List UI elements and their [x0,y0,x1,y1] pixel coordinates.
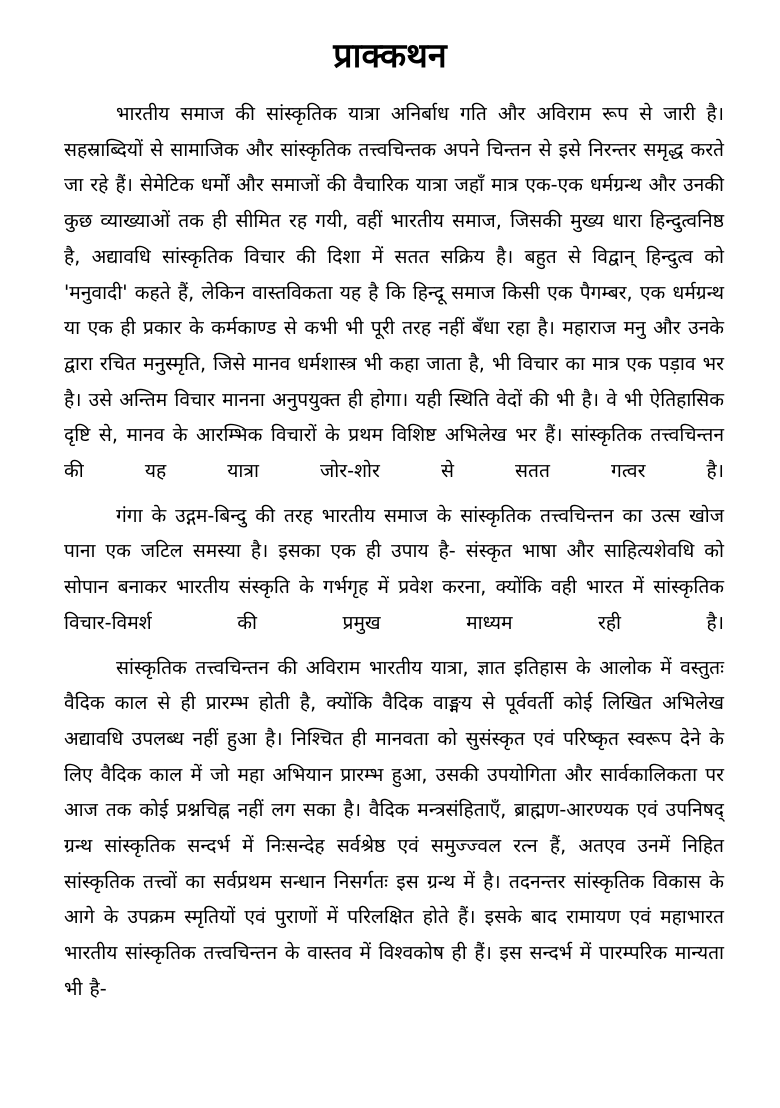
paragraph-2: गंगा के उद्गम-बिन्दु की तरह भारतीय समाज के सांस्कृतिक तत्त्वचिन्तन का उत्स खोज पाना एक जटिल समस्या है। इसका एक ही उपाय है- संस्कृत भाषा और साहित्यशेवधि को सोपान बनाकर भारतीय संस्कृति के गर्भगृह में प्रवेश करना, क्योंकि वही भारत में सांस्कृतिक विचार-विमर्श की प्रमुख माध्यम रही है। [64,503,724,634]
page-title: प्राक्कथन [333,36,447,76]
body-text [64,96,724,1007]
paragraph-1: भारतीय समाज की सांस्कृतिक यात्रा अनिर्बाध गति और अविराम रूप से जारी है। सहस्राब्दियों से सामाजिक और सांस्कृतिक तत्त्वचिन्तक अपने चिन्तन से इसे निरन्तर समृद्ध करते जा रहे हैं। सेमेटिक धर्मों और समाजों की वैचारिक यात्रा जहाँ मात्र एक-एक धर्मग्रन्थ और उनकी कुछ व्याख्याओं तक ही सीमित रह गयी, वहीं भारतीय समाज, जिसकी मुख्य धारा हिन्दुत्वनिष्ठ है, अद्यावधि सांस्कृतिक विचार की दिशा में सतत सक्रिय है। बहुत से विद्वान् हिन्दुत्व को 'मनुवादी' कहते हैं, लेकिन वास्तविकता यह है कि हिन्दू समाज किसी एक पैगम्बर, एक धर्मग्रन्थ या एक ही प्रकार के कर्मकाण्ड से कभी भी पूरी तरह नहीं बँधा रहा है। महाराज मनु और उनके द्वारा रचित मनुस्मृति, जिसे मानव धर्मशास्त्र भी कहा जाता है, भी विचार का मात्र एक पड़ाव भर है। उसे अन्तिम विचार मानना अनुपयुक्त ही होगा। यही स्थिति वेदों की भी है। वे भी ऐतिहासिक दृष्टि से, मानव के आरम्भिक विचारों के प्रथम विशिष्ट अभिलेख भर हैं। सांस्कृतिक तत्त्वचिन्तन की यह यात्रा जोर-शोर से सतत गत्वर है। [64,102,724,483]
paragraph-3: सांस्कृतिक तत्त्वचिन्तन की अविराम भारतीय यात्रा, ज्ञात इतिहास के आलोक में वस्तुतः वैदिक काल से ही प्रारम्भ होती है, क्योंकि वैदिक वाङ्मय से पूर्ववर्ती कोई लिखित अभिलेख अद्यावधि उपलब्ध नहीं हुआ है। निश्चित ही मानवता को सुसंस्कृत एवं परिष्कृत स्वरूप देने के लिए वैदिक काल में जो महा अभियान प्रारम्भ हुआ, उसकी उपयोगिता और सार्वकालिकता पर आज तक कोई प्रश्नचिह्न नहीं लग सका है। वैदिक मन्त्रसंहिताएँ, ब्राह्मण-आरण्यक एवं उपनिषद् ग्रन्थ सांस्कृतिक सन्दर्भ में निःसन्देह सर्वश्रेष्ठ एवं समुज्ज्वल रत्न हैं, अतएव उनमें निहित सांस्कृतिक तत्त्वों का सर्वप्रथम सन्धान निसर्गतः इस ग्रन्थ में है। तदनन्तर सांस्कृतिक विकास के आगे के उपक्रम स्मृतियों एवं पुराणों में परिलक्षित होते हैं। इसके बाद रामायण एवं महाभारत भारतीय सांस्कृतिक तत्त्वचिन्तन के वास्तव में विश्वकोष ही हैं। इस सन्दर्भ में पारम्परिक मान्यता भी है- [64,655,724,1000]
